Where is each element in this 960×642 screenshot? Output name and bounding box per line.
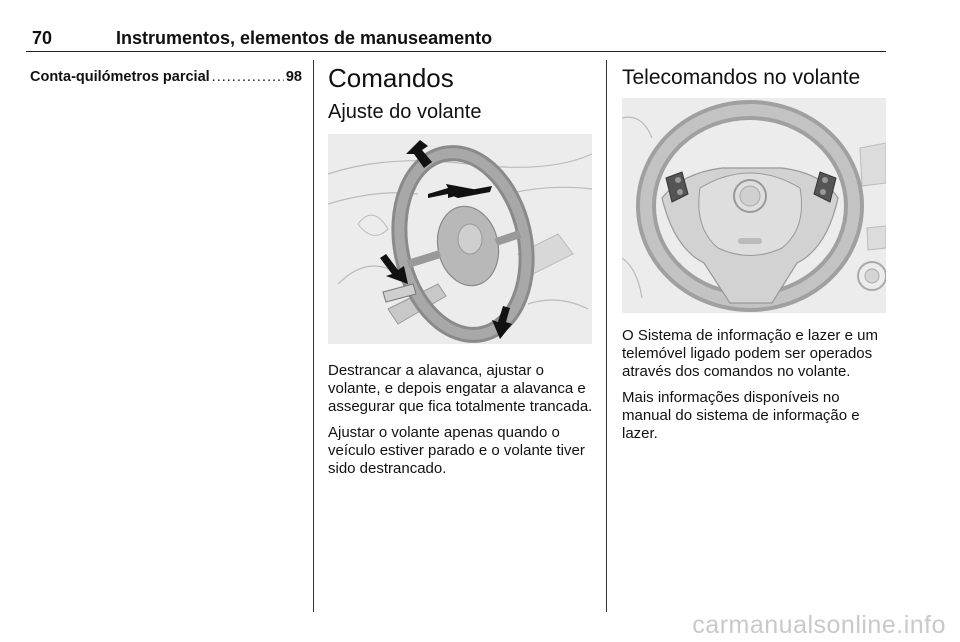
section-title: Comandos [328,63,454,93]
steering-controls-paragraph-1: O Sistema de informação e lazer e um telemóvel ligado podem ser operados através dos comandos no volante. [622,327,878,380]
steering-adjust-drawing [328,134,592,344]
toc-entry[interactable] [30,69,302,85]
toc-leader-dots [212,69,284,85]
page-number: 70 [32,28,53,48]
steering-adjust-illustration [328,134,592,344]
steering-adjust-column [328,60,593,486]
subsection-title-steering-controls: Telecomandos no volante [622,66,861,89]
site-watermark: carmanualsonline.info [692,611,946,639]
steering-adjust-paragraph-2: Ajustar o volante apenas quando o veículo estiver parado e o volante tiver sido destrancado. [328,424,585,477]
running-header [26,25,886,52]
steering-controls-drawing [622,98,886,313]
steering-controls-column [622,60,886,451]
toc-entry-page: 98 [285,69,302,85]
steering-controls-paragraph-2: Mais informações disponíveis no manual do sistema de informação e lazer. [622,389,860,442]
steering-adjust-paragraph-1: Destrancar a alavanca, ajustar o volante, e depois engatar a alavanca e assegurar que fica totalmente trancada. [328,362,593,415]
subsection-title-steering-adjust: Ajuste do volante [328,101,482,123]
chapter-title: Instrumentos, elementos de manuseamento [116,28,493,48]
column-divider-1 [313,60,314,612]
toc-entry-label: Conta-quilómetros parcial [30,69,210,85]
steering-controls-illustration [622,98,886,313]
toc-column [30,60,302,85]
column-divider-2 [606,60,607,612]
